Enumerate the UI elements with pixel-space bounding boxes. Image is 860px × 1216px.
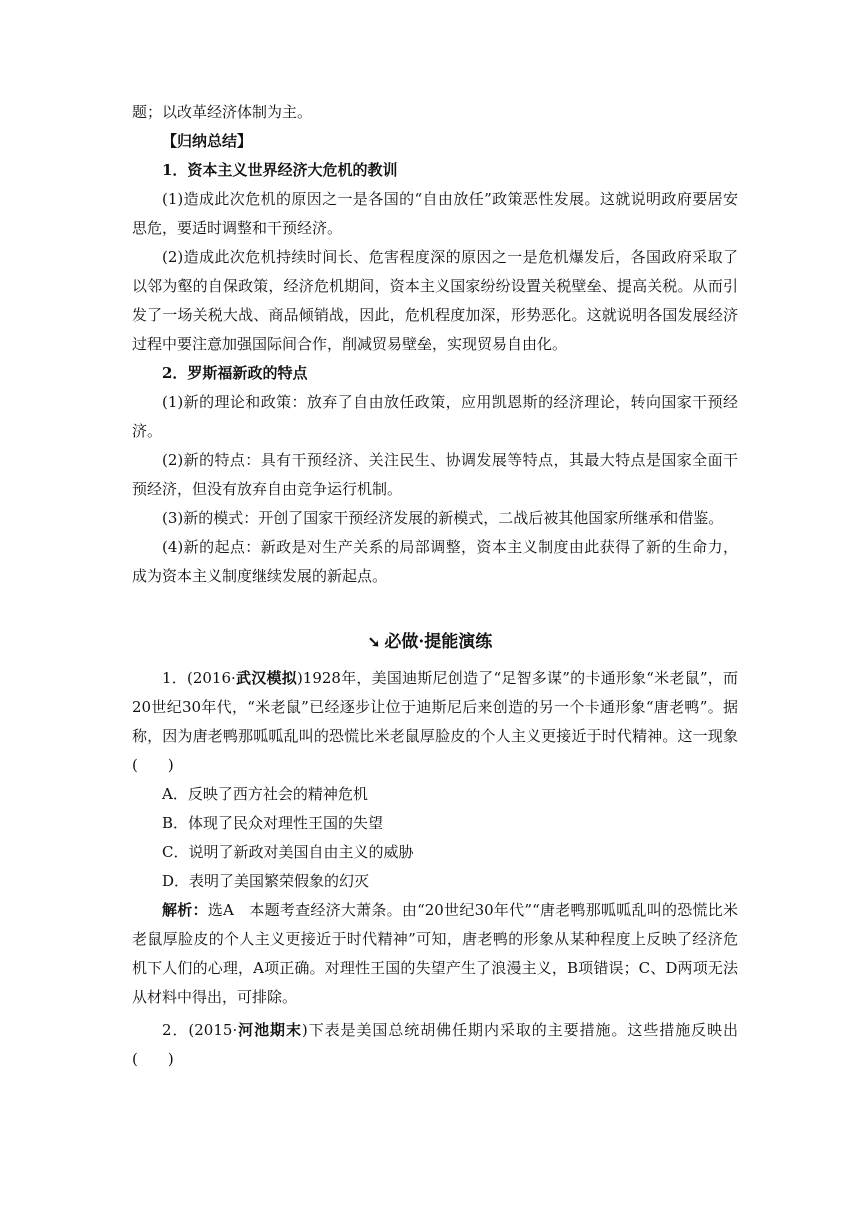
summary-2-point-4: (4)新的起点：新政是对生产关系的局部调整，资本主义制度由此获得了新的生命力，成为资本主义制度继续发展的新起点。 — [132, 538, 738, 585]
option-a: A．反映了西方社会的精神危机 — [162, 785, 368, 803]
question-2-source: 河池期末 — [237, 1021, 302, 1039]
summary-heading-1: 1．资本主义世界经济大危机的教训 — [162, 161, 398, 179]
question-1-source: 武汉模拟 — [235, 669, 297, 687]
summary-2-point-1: (1)新的理论和政策：放弃了自由放任政策，应用凯恩斯的经济理论，转向国家干预经济。 — [132, 393, 738, 440]
question-2-prefix: 2．(2015· — [162, 1021, 238, 1039]
question-1-analysis — [132, 896, 738, 1012]
summary-2-point-3: (3)新的模式：开创了国家干预经济发展的新模式，二战后被其他国家所继承和借鉴。 — [162, 509, 724, 527]
summary-label: 【归纳总结】 — [162, 132, 253, 150]
summary-2-point-2: (2)新的特点：具有干预经济、关注民生、协调发展等特点，其最大特点是国家全面干预经济，但没有放弃自由竞争运行机制。 — [132, 451, 738, 498]
exercise-section — [132, 664, 738, 1074]
summary-1-point-2: (2)造成此次危机持续时间长、危害程度深的原因之一是危机爆发后，各国政府采取了以邻为壑的自保政策，经济危机期间，资本主义国家纷纷设置关税壁垒、提高关税。从而引发了一场关税大战、商品倾销战，因此，危机程度加深，形势恶化。这就说明各国发展经济过程中要注意加强国际间合作，削减贸易壁垒，实现贸易自由化。 — [132, 248, 738, 353]
summary-heading-2: 2．罗斯福新政的特点 — [162, 364, 308, 382]
question-2-stem: )下表是美国总统胡佛任期内采取的主要措施。这些措施反映出( ) — [132, 1021, 738, 1068]
question-1-prefix: 1．(2016· — [162, 669, 236, 687]
option-d: D．表明了美国繁荣假象的幻灭 — [162, 872, 370, 890]
question-1 — [132, 664, 738, 780]
option-b: B．体现了民众对理性王国的失望 — [162, 814, 384, 832]
summary-1-point-1: (1)造成此次危机的原因之一是各国的“自由放任”政策恶性发展。这就说明政府要居安思危，要适时调整和干预经济。 — [132, 190, 738, 237]
section-heading — [0, 627, 860, 657]
summary-section — [132, 98, 738, 591]
question-2 — [132, 1016, 738, 1074]
section-title: 必做·提能演练 — [384, 632, 493, 652]
analysis-label: 解析： — [162, 901, 208, 919]
option-c: C．说明了新政对美国自由主义的威胁 — [162, 843, 414, 861]
question-1-stem: )1928年，美国迪斯尼创造了“足智多谋”的卡通形象“米老鼠”，而20世纪30年代，“米老鼠”已经逐步让位于迪斯尼后来创造的另一个卡通形象“唐老鸭”。据称，因为唐老鸭那呱呱乱叫的恐慌比米老鼠厚脸皮的个人主义更接近于时代精神。这一现象( ) — [132, 669, 738, 774]
analysis-text: 选A 本题考查经济大萧条。由“20世纪30年代”“唐老鸭那呱呱乱叫的恐慌比米老鼠厚脸皮的个人主义更接近于时代精神”可知，唐老鸭的形象从某种程度上反映了经济危机下人们的心理，A项正确。对理性王国的失望产生了浪漫主义，B项错误；C、D两项无法从材料中得出，可排除。 — [132, 901, 738, 1006]
continued-line: 题；以改革经济体制为主。 — [132, 103, 313, 121]
arrow-icon: ➘ — [367, 633, 381, 651]
